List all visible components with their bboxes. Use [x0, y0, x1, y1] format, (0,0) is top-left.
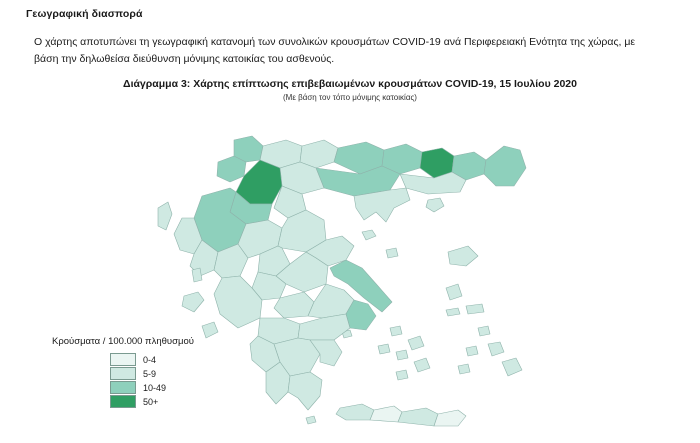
region-kyklades	[390, 326, 402, 336]
legend-rows	[110, 353, 252, 408]
legend-label-50plus: 50+	[143, 396, 159, 407]
legend-swatch-0-4	[110, 353, 136, 366]
region-rethymno	[370, 406, 402, 422]
region-sporades	[362, 230, 376, 240]
chart-title: Διάγραμμα 3: Χάρτης επίπτωσης επιβεβαιωμένων κρουσμάτων COVID-19, 15 Ιουλίου 2020	[123, 78, 577, 90]
legend-label-10-49: 10-49	[143, 382, 167, 393]
region-kefalonia	[182, 292, 204, 312]
section-title: Γεωγραφική διασπορά	[26, 8, 143, 20]
region-evros	[484, 146, 526, 186]
region-kilkis	[300, 140, 338, 168]
legend-item	[110, 367, 252, 380]
region-samos	[466, 304, 484, 314]
region-dodekanisa	[478, 326, 490, 336]
region-ikaria	[446, 308, 460, 316]
region-chios	[446, 284, 462, 300]
region-dodekanisa-3	[502, 358, 522, 376]
legend-swatch-50plus	[110, 395, 136, 408]
region-dodekanisa-4	[466, 346, 478, 356]
region-lasithi	[434, 410, 466, 426]
region-skyros	[386, 248, 398, 258]
region-lefkada	[192, 268, 202, 282]
legend-label-5-9: 5-9	[143, 368, 157, 379]
legend-item	[110, 381, 252, 394]
intro-paragraph: Ο χάρτης αποτυπώνει τη γεωγραφική κατανομή των συνολικών κρουσμάτων COVID-19 ανά Περιφερειακή Ενότητα της χώρας, με βάση την δηλωθείσα διεύθυνση μόνιμης κατοικίας του ασθενούς.	[34, 36, 636, 65]
region-lakonia	[288, 372, 322, 410]
region-kyklades-5	[414, 358, 430, 372]
legend-label-0-4: 0-4	[143, 354, 157, 365]
region-iraklio	[398, 408, 438, 426]
region-korinthia	[298, 314, 350, 340]
region-florina	[234, 136, 263, 162]
region-kyklades-4	[378, 344, 390, 354]
legend-item	[110, 395, 252, 408]
region-chania	[336, 404, 374, 420]
legend-item	[110, 353, 252, 366]
legend-swatch-5-9	[110, 367, 136, 380]
region-kyklades-3	[396, 350, 408, 360]
region-thasos	[426, 198, 444, 212]
region-kyklades-6	[396, 370, 408, 380]
region-dodekanisa-2	[488, 342, 504, 356]
legend-swatch-10-49	[110, 381, 136, 394]
region-kythira	[306, 416, 316, 424]
region-kyklades-2	[408, 336, 424, 350]
map-legend	[52, 336, 252, 409]
legend-title: Κρούσματα / 100.000 πληθυσμού	[52, 336, 194, 347]
region-kerkyra	[158, 202, 172, 230]
chart-subtitle: (Με βάση τον τόπο μόνιμης κατοικίας)	[283, 93, 417, 102]
region-lesvos	[448, 246, 478, 266]
region-dodekanisa-5	[458, 364, 470, 374]
